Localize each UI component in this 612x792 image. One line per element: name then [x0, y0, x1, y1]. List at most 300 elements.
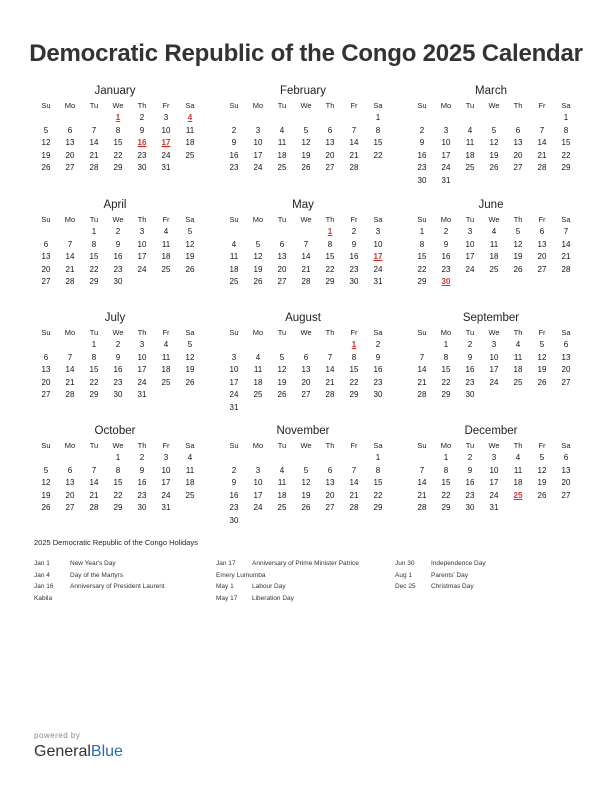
- day-cell: 27: [41, 277, 51, 287]
- day-cell: 31: [137, 390, 147, 400]
- day-cell: 22: [441, 490, 451, 500]
- empty-day-cell: [410, 339, 434, 352]
- day-cell: 18: [229, 264, 239, 274]
- day-cell: 23: [113, 377, 123, 387]
- day-cell: 20: [65, 150, 75, 160]
- day-cell: 29: [349, 390, 359, 400]
- day-cell: 24: [137, 377, 147, 387]
- month-name: July: [104, 312, 126, 324]
- day-cell: 9: [375, 352, 381, 362]
- empty-day-cell: [294, 226, 318, 239]
- day-cell: 3: [139, 340, 145, 349]
- day-cell: 10: [489, 352, 499, 362]
- day-cell: 25: [253, 390, 263, 400]
- day-cell: 23: [137, 150, 147, 160]
- day-cell: 23: [229, 163, 239, 173]
- holiday-name-continued: Emery Lumumba: [216, 571, 266, 579]
- weekday-label: Sa: [373, 101, 383, 110]
- weekday-label: Sa: [185, 328, 195, 337]
- day-cell: 23: [373, 377, 383, 387]
- week-row: [34, 125, 202, 138]
- day-cell: 2: [419, 125, 425, 135]
- day-cell: 24: [373, 264, 383, 274]
- day-cell: 25: [229, 277, 239, 287]
- day-cell: 7: [419, 465, 425, 475]
- weekday-label: Th: [137, 215, 147, 224]
- empty-day-cell: [482, 112, 506, 125]
- empty-day-cell: [554, 502, 578, 515]
- day-cell: 19: [253, 264, 263, 274]
- day-cell: 26: [41, 163, 51, 173]
- day-cell: 11: [489, 239, 499, 249]
- holiday-name: Labour Day: [252, 583, 286, 590]
- day-cell: 8: [375, 465, 381, 475]
- empty-day-cell: [318, 402, 342, 415]
- day-cell: 12: [513, 239, 523, 249]
- day-cell: 21: [325, 377, 335, 387]
- day-cell: 5: [279, 352, 285, 362]
- weekday-label: Mo: [440, 101, 452, 110]
- week-row: [410, 162, 578, 175]
- day-cell: 3: [443, 125, 449, 135]
- week-row: [222, 389, 390, 402]
- empty-day-cell: [458, 175, 482, 188]
- weekday-header: [222, 214, 390, 226]
- empty-day-cell: [530, 502, 554, 515]
- weekday-label: Fr: [538, 215, 546, 224]
- weekday-label: Su: [229, 101, 239, 110]
- holiday-name: Anniversary of Prime Minister Patrice: [252, 560, 359, 567]
- day-cell: 20: [325, 150, 335, 160]
- weekday-label: Th: [513, 441, 523, 450]
- day-cell: 2: [467, 340, 473, 349]
- weekday-label: Mo: [252, 215, 264, 224]
- day-cell: 23: [441, 264, 451, 274]
- weekday-label: Su: [417, 441, 427, 450]
- day-cell: 16: [417, 150, 427, 160]
- weekday-label: Mo: [64, 328, 76, 337]
- empty-day-cell: [294, 339, 318, 352]
- day-cell: 4: [255, 352, 261, 362]
- day-cell: 5: [43, 465, 49, 475]
- day-cell: 28: [349, 503, 359, 513]
- day-cell: 25: [161, 377, 171, 387]
- weekday-header: [410, 214, 578, 226]
- empty-day-cell: [342, 515, 366, 528]
- week-row: [34, 465, 202, 478]
- empty-day-cell: [270, 515, 294, 528]
- day-cell: 18: [513, 478, 523, 488]
- weekday-label: Tu: [465, 215, 475, 224]
- week-row: [34, 352, 202, 365]
- day-cell: 29: [325, 277, 335, 287]
- weekday-label: Su: [229, 215, 239, 224]
- holiday-item: [395, 581, 575, 593]
- day-cell: 5: [187, 340, 193, 349]
- day-cell: 19: [513, 252, 523, 262]
- day-cell: 1: [375, 453, 381, 462]
- week-row: [222, 112, 390, 125]
- weekday-label: Th: [513, 101, 523, 110]
- day-cell: 26: [489, 163, 499, 173]
- day-cell: 20: [41, 377, 51, 387]
- day-cell: 9: [467, 465, 473, 475]
- day-cell: 8: [327, 239, 333, 249]
- week-row: [222, 377, 390, 390]
- day-cell: 30: [373, 390, 383, 400]
- month-september: [410, 311, 578, 402]
- day-cell: 10: [441, 138, 451, 148]
- holiday-item: [216, 581, 396, 593]
- weekday-label: We: [300, 441, 312, 450]
- week-row: [222, 251, 390, 264]
- day-cell: 1: [351, 340, 357, 349]
- day-cell: 13: [537, 239, 547, 249]
- week-row: [410, 502, 578, 515]
- month-name: January: [94, 85, 136, 97]
- day-cell: 12: [41, 138, 51, 148]
- week-row: [222, 502, 390, 515]
- day-cell: 11: [277, 478, 287, 488]
- day-cell: 26: [253, 277, 263, 287]
- empty-day-cell: [530, 112, 554, 125]
- day-cell: 2: [443, 227, 449, 236]
- weekday-label: Tu: [465, 101, 475, 110]
- day-cell: 16: [113, 252, 123, 262]
- week-row: [410, 264, 578, 277]
- day-cell: 23: [349, 264, 359, 274]
- week-row: [34, 377, 202, 390]
- day-cell: 25: [513, 377, 523, 387]
- day-cell: 6: [563, 340, 569, 349]
- day-cell: 23: [137, 490, 147, 500]
- holiday-name: Anniversary of President Laurent: [70, 583, 165, 590]
- empty-day-cell: [34, 112, 58, 125]
- empty-day-cell: [34, 339, 58, 352]
- empty-day-cell: [58, 339, 82, 352]
- month-name: October: [94, 425, 136, 437]
- day-cell: 3: [467, 227, 473, 236]
- day-cell: 1: [375, 113, 381, 122]
- day-cell: 7: [91, 125, 97, 135]
- day-cell: 11: [513, 352, 523, 362]
- weekday-label: Sa: [185, 101, 195, 110]
- day-cell: 3: [163, 453, 169, 462]
- day-cell: 11: [161, 239, 171, 249]
- day-cell: 13: [301, 365, 311, 375]
- empty-day-cell: [270, 226, 294, 239]
- empty-day-cell: [294, 515, 318, 528]
- week-row: [410, 364, 578, 377]
- empty-day-cell: [178, 162, 202, 175]
- month-february: [222, 84, 390, 175]
- day-cell: 28: [89, 503, 99, 513]
- day-cell: 15: [349, 365, 359, 375]
- day-cell: 4: [279, 465, 285, 475]
- empty-day-cell: [458, 112, 482, 125]
- day-cell: 30: [113, 277, 123, 287]
- day-cell: 5: [515, 227, 521, 236]
- day-cell: 26: [537, 490, 547, 500]
- weekday-label: We: [112, 328, 124, 337]
- day-cell: 16: [349, 252, 359, 262]
- day-cell: 29: [113, 163, 123, 173]
- day-cell: 8: [419, 239, 425, 249]
- weekday-label: Su: [417, 328, 427, 337]
- weekday-label: Th: [137, 441, 147, 450]
- day-cell: 9: [467, 352, 473, 362]
- empty-day-cell: [34, 452, 58, 465]
- day-cell: 12: [301, 138, 311, 148]
- day-cell: 29: [441, 503, 451, 513]
- day-cell: 29: [373, 503, 383, 513]
- day-cell: 16: [137, 138, 147, 148]
- weekday-label: Th: [325, 441, 335, 450]
- weekday-label: Sa: [185, 215, 195, 224]
- week-row: [222, 364, 390, 377]
- day-cell: 11: [161, 352, 171, 362]
- weekday-label: We: [488, 441, 500, 450]
- day-cell: 28: [417, 503, 427, 513]
- day-cell: 3: [491, 453, 497, 462]
- empty-day-cell: [246, 515, 270, 528]
- empty-day-cell: [410, 112, 434, 125]
- day-cell: 22: [349, 377, 359, 387]
- weekday-label: Th: [137, 328, 147, 337]
- empty-day-cell: [82, 112, 106, 125]
- day-cell: 17: [161, 478, 171, 488]
- day-cell: 13: [325, 478, 335, 488]
- weekday-label: Th: [137, 101, 147, 110]
- day-cell: 1: [443, 340, 449, 349]
- day-cell: 16: [137, 478, 147, 488]
- day-cell: 13: [41, 252, 51, 262]
- day-cell: 16: [465, 478, 475, 488]
- empty-day-cell: [318, 515, 342, 528]
- empty-day-cell: [222, 112, 246, 125]
- day-cell: 21: [89, 150, 99, 160]
- weekday-label: Th: [513, 328, 523, 337]
- day-cell: 31: [229, 402, 239, 412]
- day-cell: 18: [465, 150, 475, 160]
- day-cell: 7: [419, 352, 425, 362]
- empty-day-cell: [178, 502, 202, 515]
- weekday-label: Mo: [64, 441, 76, 450]
- day-cell: 24: [489, 377, 499, 387]
- weekday-label: Sa: [185, 441, 195, 450]
- day-cell: 3: [231, 352, 237, 362]
- day-cell: 17: [253, 490, 263, 500]
- empty-day-cell: [318, 112, 342, 125]
- day-cell: 27: [561, 490, 571, 500]
- month-name: June: [478, 199, 504, 211]
- day-cell: 27: [513, 163, 523, 173]
- day-cell: 17: [253, 150, 263, 160]
- day-cell: 2: [351, 227, 357, 236]
- day-cell: 17: [441, 150, 451, 160]
- month-october: [34, 424, 202, 515]
- week-row: [410, 490, 578, 503]
- day-cell: 5: [539, 453, 545, 462]
- day-cell: 24: [229, 390, 239, 400]
- day-cell: 9: [443, 239, 449, 249]
- day-cell: 24: [465, 264, 475, 274]
- weekday-label: Fr: [538, 101, 546, 110]
- month-name: December: [464, 425, 518, 437]
- day-cell: 7: [327, 352, 333, 362]
- weekday-label: Fr: [350, 215, 358, 224]
- day-cell: 19: [537, 365, 547, 375]
- day-cell: 13: [561, 465, 571, 475]
- day-cell: 19: [537, 478, 547, 488]
- week-row: [34, 276, 202, 289]
- empty-day-cell: [530, 389, 554, 402]
- empty-day-cell: [34, 226, 58, 239]
- week-row: [410, 137, 578, 150]
- week-row: [222, 276, 390, 289]
- week-row: [410, 175, 578, 188]
- empty-day-cell: [506, 502, 530, 515]
- day-cell: 5: [303, 465, 309, 475]
- day-cell: 12: [537, 352, 547, 362]
- day-cell: 2: [139, 453, 145, 462]
- day-cell: 20: [513, 150, 523, 160]
- week-row: [410, 465, 578, 478]
- holiday-item: [395, 558, 575, 570]
- weekday-header: [34, 327, 202, 339]
- empty-day-cell: [294, 452, 318, 465]
- weekday-header: [34, 440, 202, 452]
- day-cell: 29: [561, 163, 571, 173]
- day-cell: 15: [417, 252, 427, 262]
- day-cell: 6: [327, 125, 333, 135]
- empty-day-cell: [270, 402, 294, 415]
- day-cell: 4: [515, 453, 521, 462]
- generalblue-logo[interactable]: [34, 743, 123, 761]
- day-cell: 2: [139, 113, 145, 122]
- day-cell: 9: [115, 352, 121, 362]
- day-cell: 13: [325, 138, 335, 148]
- holiday-column: [216, 558, 396, 604]
- week-row: [410, 352, 578, 365]
- day-cell: 21: [537, 150, 547, 160]
- day-cell: 26: [301, 163, 311, 173]
- day-cell: 16: [229, 490, 239, 500]
- weekday-label: We: [112, 441, 124, 450]
- empty-day-cell: [410, 452, 434, 465]
- weekday-label: Sa: [561, 328, 571, 337]
- day-cell: 14: [349, 138, 359, 148]
- week-row: [222, 477, 390, 490]
- empty-day-cell: [434, 112, 458, 125]
- empty-day-cell: [222, 452, 246, 465]
- month-name: August: [285, 312, 321, 324]
- day-cell: 21: [89, 490, 99, 500]
- weekday-header: [222, 327, 390, 339]
- day-cell: 2: [115, 340, 121, 349]
- day-cell: 18: [513, 365, 523, 375]
- week-row: [34, 137, 202, 150]
- week-row: [222, 352, 390, 365]
- day-cell: 10: [253, 478, 263, 488]
- day-cell: 14: [65, 252, 75, 262]
- day-cell: 25: [489, 264, 499, 274]
- weekday-label: Mo: [440, 215, 452, 224]
- empty-day-cell: [482, 276, 506, 289]
- weekday-label: We: [112, 215, 124, 224]
- weekday-label: Sa: [561, 441, 571, 450]
- day-cell: 4: [467, 125, 473, 135]
- day-cell: 12: [253, 252, 263, 262]
- empty-day-cell: [222, 226, 246, 239]
- day-cell: 15: [441, 365, 451, 375]
- empty-day-cell: [318, 339, 342, 352]
- day-cell: 14: [89, 478, 99, 488]
- day-cell: 11: [253, 365, 263, 375]
- week-row: [222, 264, 390, 277]
- empty-day-cell: [246, 339, 270, 352]
- day-cell: 25: [277, 503, 287, 513]
- day-cell: 26: [301, 503, 311, 513]
- day-cell: 19: [301, 490, 311, 500]
- day-cell: 4: [231, 239, 237, 249]
- weekday-label: Sa: [373, 441, 383, 450]
- day-cell: 31: [489, 503, 499, 513]
- week-row: [34, 162, 202, 175]
- week-row: [34, 239, 202, 252]
- day-cell: 27: [537, 264, 547, 274]
- holiday-date: Jun 30: [395, 560, 415, 567]
- day-cell: 26: [185, 377, 195, 387]
- day-cell: 4: [187, 113, 193, 122]
- week-row: [222, 515, 390, 528]
- day-cell: 17: [137, 365, 147, 375]
- day-cell: 10: [229, 365, 239, 375]
- day-cell: 30: [113, 390, 123, 400]
- brand-blue: Blue: [90, 743, 123, 760]
- brand-general: General: [34, 743, 91, 760]
- month-name: May: [292, 199, 314, 211]
- day-cell: 28: [65, 390, 75, 400]
- week-row: [34, 490, 202, 503]
- month-march: [410, 84, 578, 188]
- day-cell: 2: [375, 340, 381, 349]
- empty-day-cell: [482, 175, 506, 188]
- day-cell: 19: [41, 490, 51, 500]
- week-row: [410, 125, 578, 138]
- day-cell: 24: [489, 490, 499, 500]
- day-cell: 29: [417, 277, 427, 287]
- day-cell: 8: [351, 352, 357, 362]
- weekday-header: [34, 214, 202, 226]
- day-cell: 3: [375, 227, 381, 236]
- week-row: [222, 452, 390, 465]
- day-cell: 23: [465, 490, 475, 500]
- day-cell: 5: [255, 239, 261, 249]
- day-cell: 13: [277, 252, 287, 262]
- day-cell: 21: [65, 377, 75, 387]
- week-row: [34, 251, 202, 264]
- day-cell: 9: [351, 239, 357, 249]
- day-cell: 3: [139, 227, 145, 236]
- day-cell: 6: [43, 352, 49, 362]
- day-cell: 14: [561, 239, 571, 249]
- day-cell: 4: [163, 227, 169, 236]
- day-cell: 7: [351, 465, 357, 475]
- week-row: [410, 477, 578, 490]
- empty-day-cell: [366, 402, 390, 415]
- empty-day-cell: [506, 276, 530, 289]
